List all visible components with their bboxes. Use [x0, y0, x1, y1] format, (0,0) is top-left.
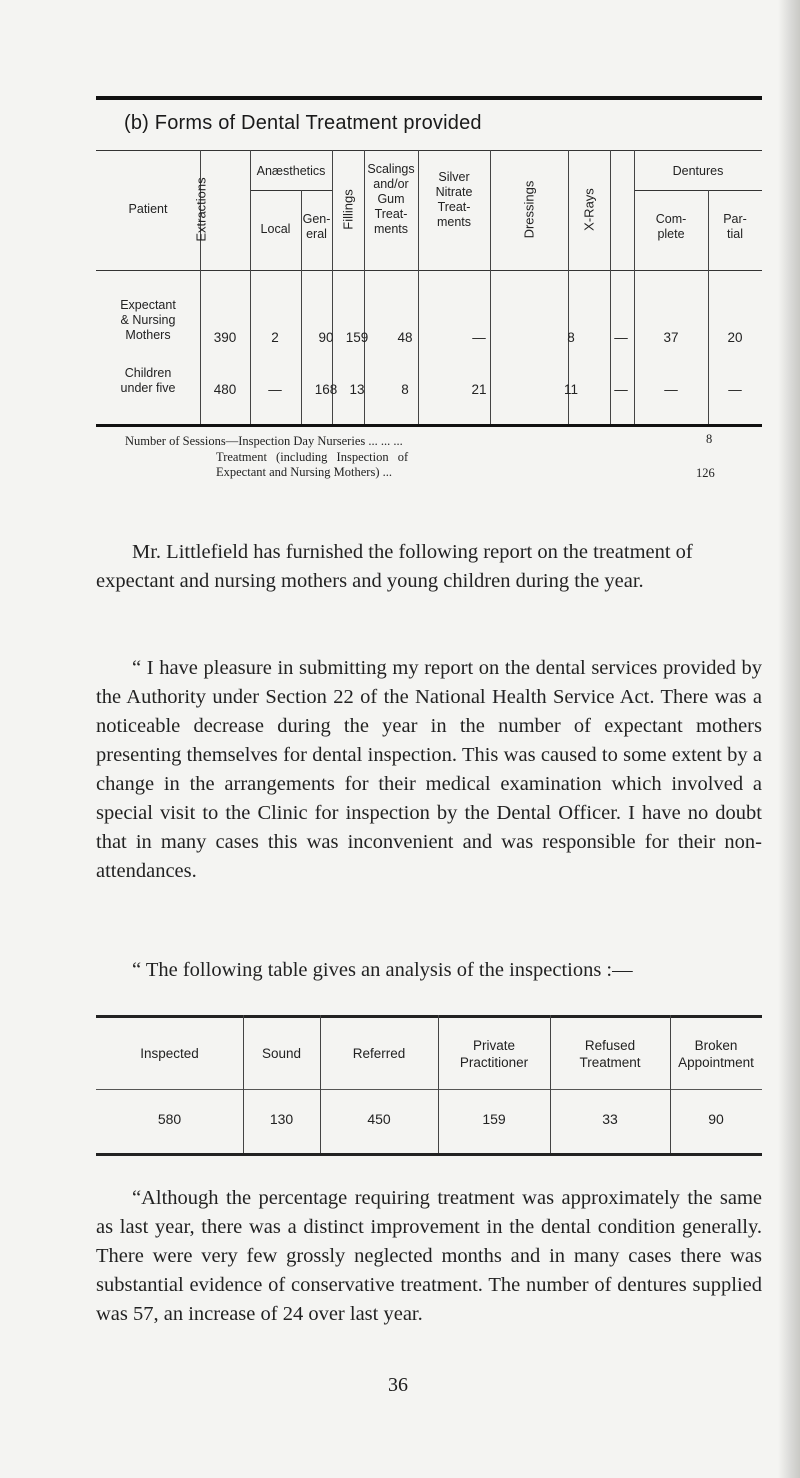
table-cell: 390	[213, 330, 237, 345]
table-cell: 20	[727, 330, 743, 345]
header-sound: Sound	[261, 1046, 302, 1061]
top-rule	[96, 96, 762, 100]
table-cell: 37	[663, 330, 679, 345]
table-cell: 130	[269, 1111, 294, 1127]
table-cell: 8	[401, 382, 409, 397]
section-heading: (b) Forms of Dental Treatment provided	[124, 112, 482, 134]
inspection-table	[96, 1015, 762, 1157]
table-cell: 8	[567, 330, 575, 345]
table-cell: 2	[271, 330, 279, 345]
table-cell: 21	[471, 382, 487, 397]
table-cell: 90	[708, 1111, 724, 1127]
table-cell: —	[268, 382, 282, 397]
header-bottom-line	[96, 270, 762, 271]
table-cell: 168	[314, 382, 338, 397]
header-partial: Par- tial	[723, 212, 747, 241]
header-scalings: Scalings and/or Gum Treat- ments	[367, 162, 415, 236]
table-cell: —	[664, 382, 678, 397]
table-top-line	[96, 1015, 762, 1018]
table-bottom-line	[96, 424, 762, 427]
table-cell: —	[472, 330, 486, 345]
sessions-line-1-value: 8	[706, 432, 713, 446]
sessions-line-1-label: Number of Sessions—Inspection Day Nurseries ... ... ...	[125, 434, 403, 448]
table-cell: 90	[318, 330, 334, 345]
header-refused-treatment: Refused Treatment	[579, 1038, 641, 1070]
sessions-line-3-value: 126	[696, 466, 715, 480]
row-label-children: Children under five	[120, 366, 176, 395]
header-fillings: Fillings	[340, 189, 356, 230]
header-local: Local	[260, 222, 291, 236]
table-cell: —	[614, 330, 628, 345]
paragraph-conclusion: “Although the percentage requiring treatment was approximately the same as last year, there was a distinct improvement in the dental condition generally. There were very few grossly neglected months and in many cases there was substantial evidence of conservative treatment. The number of dentures supplied was 57, an increase of 24 over last year.	[96, 1187, 762, 1325]
table-cell: 450	[367, 1111, 391, 1127]
page-edge	[778, 0, 800, 1478]
header-extractions: Extractions	[193, 177, 209, 242]
table-cell: 580	[157, 1111, 182, 1127]
table-cell: 33	[602, 1111, 618, 1127]
anaesthetics-subline	[250, 190, 332, 191]
sessions-line-3-label: Expectant and Nursing Mothers) ...	[216, 465, 393, 479]
header-complete: Com- plete	[655, 212, 687, 241]
table-cell: 13	[349, 382, 365, 397]
header-xrays: X-Rays	[581, 188, 597, 231]
row-label-mothers: Expectant & Nursing Mothers	[120, 298, 176, 342]
header-inspected: Inspected	[140, 1046, 199, 1061]
header-referred: Referred	[352, 1046, 406, 1061]
header-private-practitioner: Private Practitioner	[459, 1038, 529, 1070]
table-cell: 48	[397, 330, 413, 345]
sessions-line-2-label: Treatment (including Inspection of	[216, 450, 409, 464]
table-cell: —	[614, 382, 628, 397]
table-cell: 159	[345, 330, 369, 345]
header-anaesthetics: Anæsthetics	[256, 164, 326, 178]
page-number: 36	[388, 1374, 408, 1396]
header-broken-appointment: Broken Appointment	[678, 1038, 754, 1070]
table-cell: —	[728, 382, 742, 397]
table-cell: 480	[213, 382, 237, 397]
paragraph-report: “ I have pleasure in submitting my report on the dental services provided by the Authority under Section 22 of the National Health Service Act. There was a noticeable decrease during the year in the number of expectant mothers presenting themselves for dental inspection. This was caused to some extent by a change in the arrangements for their medical examination which involved a special visit to the Clinic for inspection by the Dental Officer. I have no doubt that in many cases this was inconvenient and was responsible for their non-attendances.	[96, 657, 762, 882]
header-dentures: Dentures	[672, 164, 724, 178]
paragraph-table-intro: “ The following table gives an analysis of the inspections :—	[132, 959, 633, 981]
header-general: Gen- eral	[302, 212, 331, 241]
table-cell: 11	[563, 382, 578, 397]
table-top-line	[96, 150, 762, 151]
header-dressings: Dressings	[521, 180, 537, 239]
table-cell: 159	[482, 1111, 506, 1127]
table-bottom-line	[96, 1153, 762, 1156]
paragraph-intro: Mr. Littlefield has furnished the following report on the treatment of expectant and nursing mothers and young children during the year.	[96, 541, 693, 592]
dentures-subline	[634, 190, 762, 191]
treatment-table	[96, 150, 762, 428]
header-bottom-line	[96, 1089, 762, 1090]
header-silver-nitrate: Silver Nitrate Treat- ments	[435, 170, 473, 229]
header-patient: Patient	[128, 202, 168, 216]
